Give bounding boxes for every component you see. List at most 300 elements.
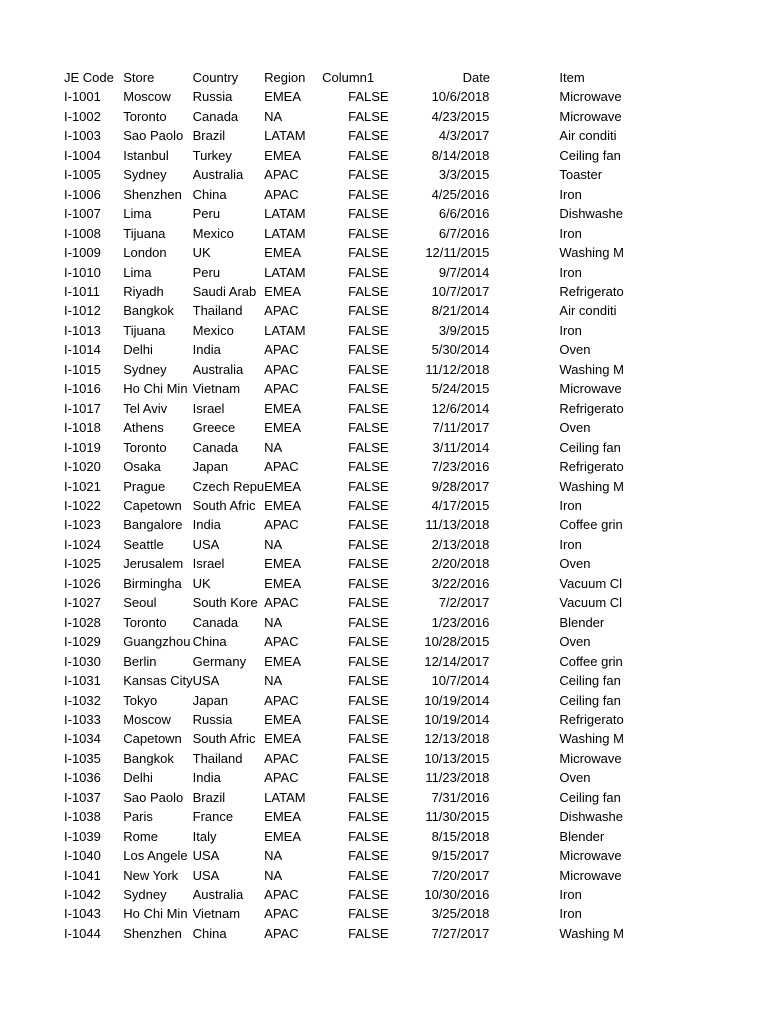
- cell-je-code[interactable]: I-1013: [64, 322, 101, 338]
- cell-item[interactable]: Microwave: [559, 108, 622, 124]
- cell-item[interactable]: Ceiling fan: [559, 673, 621, 689]
- cell-item[interactable]: Microwave: [559, 848, 622, 864]
- cell-je-code[interactable]: I-1029: [64, 634, 101, 650]
- cell-column1[interactable]: FALSE: [348, 439, 389, 455]
- cell-item[interactable]: Oven: [559, 556, 591, 572]
- cell-store[interactable]: Kansas City: [123, 673, 193, 689]
- cell-region[interactable]: EMEA: [264, 828, 302, 844]
- cell-country[interactable]: UK: [192, 575, 211, 591]
- cell-store[interactable]: Lima: [123, 264, 152, 280]
- cell-country[interactable]: USA: [192, 848, 220, 864]
- cell-item[interactable]: Refrigerato: [559, 459, 624, 475]
- cell-date[interactable]: 4/17/2015: [431, 497, 490, 513]
- cell-region[interactable]: NA: [264, 673, 283, 689]
- cell-store[interactable]: Riyadh: [123, 283, 164, 299]
- cell-je-code[interactable]: I-1037: [64, 789, 101, 805]
- cell-region[interactable]: APAC: [264, 459, 299, 475]
- cell-je-code[interactable]: I-1023: [64, 517, 101, 533]
- cell-country[interactable]: Canada: [192, 614, 239, 630]
- cell-store[interactable]: Delhi: [123, 342, 153, 358]
- cell-item[interactable]: Vacuum Cl: [559, 595, 623, 611]
- cell-store[interactable]: Capetown: [123, 731, 182, 747]
- cell-date[interactable]: 8/15/2018: [431, 828, 490, 844]
- cell-date[interactable]: 7/2/2017: [438, 595, 490, 611]
- cell-date[interactable]: 10/13/2015: [424, 750, 490, 766]
- cell-date[interactable]: 8/21/2014: [431, 303, 490, 319]
- cell-country[interactable]: India: [192, 517, 221, 533]
- cell-region[interactable]: LATAM: [264, 789, 306, 805]
- cell-region[interactable]: EMEA: [264, 575, 302, 591]
- cell-column1[interactable]: FALSE: [348, 770, 389, 786]
- cell-je-code[interactable]: I-1024: [64, 536, 101, 552]
- cell-country[interactable]: China: [192, 634, 227, 650]
- cell-date[interactable]: 7/27/2017: [431, 925, 490, 941]
- cell-date[interactable]: 10/19/2014: [424, 711, 490, 727]
- cell-store[interactable]: Shenzhen: [123, 925, 182, 941]
- cell-store[interactable]: Moscow: [123, 89, 171, 105]
- cell-region[interactable]: APAC: [264, 342, 299, 358]
- cell-column1[interactable]: FALSE: [348, 692, 389, 708]
- cell-je-code[interactable]: I-1007: [64, 206, 101, 222]
- cell-store[interactable]: Capetown: [123, 497, 182, 513]
- cell-je-code[interactable]: I-1011: [64, 283, 100, 299]
- cell-je-code[interactable]: I-1034: [64, 731, 101, 747]
- cell-country[interactable]: France: [192, 809, 234, 825]
- cell-country[interactable]: Vietnam: [192, 381, 241, 397]
- cell-column1[interactable]: FALSE: [348, 614, 389, 630]
- cell-item[interactable]: Iron: [559, 322, 582, 338]
- cell-store[interactable]: Sydney: [123, 361, 167, 377]
- cell-item[interactable]: Toaster: [559, 167, 603, 183]
- cell-je-code[interactable]: I-1028: [64, 614, 101, 630]
- cell-column1[interactable]: FALSE: [348, 887, 389, 903]
- cell-item[interactable]: Iron: [559, 906, 582, 922]
- cell-store[interactable]: Sao Paolo: [123, 128, 184, 144]
- cell-item[interactable]: Refrigerato: [559, 711, 624, 727]
- cell-region[interactable]: EMEA: [264, 89, 302, 105]
- cell-column1[interactable]: FALSE: [348, 147, 389, 163]
- cell-store[interactable]: Rome: [123, 828, 158, 844]
- header-region[interactable]: Region: [264, 70, 306, 85]
- cell-region[interactable]: APAC: [264, 303, 299, 319]
- cell-country[interactable]: South Afric: [192, 497, 256, 513]
- cell-store[interactable]: Toronto: [123, 614, 167, 630]
- cell-country[interactable]: USA: [192, 867, 220, 883]
- cell-item[interactable]: Iron: [559, 536, 582, 552]
- cell-country[interactable]: Israel: [192, 400, 225, 416]
- cell-country[interactable]: Saudi Arab: [192, 283, 257, 299]
- cell-date[interactable]: 4/3/2017: [438, 128, 490, 144]
- cell-store[interactable]: Tel Aviv: [123, 400, 168, 416]
- cell-column1[interactable]: FALSE: [348, 848, 389, 864]
- cell-country[interactable]: Turkey: [192, 147, 232, 163]
- cell-column1[interactable]: FALSE: [348, 361, 389, 377]
- cell-column1[interactable]: FALSE: [348, 245, 389, 261]
- cell-date[interactable]: 12/11/2015: [425, 245, 490, 261]
- cell-region[interactable]: LATAM: [264, 206, 306, 222]
- cell-je-code[interactable]: I-1030: [64, 653, 101, 669]
- cell-item[interactable]: Refrigerato: [559, 283, 624, 299]
- cell-date[interactable]: 3/22/2016: [431, 575, 490, 591]
- cell-column1[interactable]: FALSE: [348, 556, 389, 572]
- cell-store[interactable]: London: [123, 245, 167, 261]
- cell-date[interactable]: 2/20/2018: [431, 556, 490, 572]
- cell-store[interactable]: Sao Paolo: [123, 789, 184, 805]
- cell-je-code[interactable]: I-1005: [64, 167, 101, 183]
- cell-column1[interactable]: FALSE: [348, 264, 389, 280]
- cell-item[interactable]: Blender: [559, 828, 605, 844]
- cell-region[interactable]: EMEA: [264, 147, 302, 163]
- cell-region[interactable]: APAC: [264, 692, 299, 708]
- cell-region[interactable]: NA: [264, 614, 283, 630]
- cell-item[interactable]: Air conditi: [559, 128, 617, 144]
- cell-region[interactable]: LATAM: [264, 128, 306, 144]
- cell-region[interactable]: APAC: [264, 750, 299, 766]
- cell-je-code[interactable]: I-1044: [64, 925, 101, 941]
- cell-date[interactable]: 10/19/2014: [424, 692, 490, 708]
- cell-item[interactable]: Ceiling fan: [559, 692, 621, 708]
- cell-item[interactable]: Coffee grin: [559, 653, 623, 669]
- cell-date[interactable]: 11/23/2018: [425, 770, 490, 786]
- cell-je-code[interactable]: I-1008: [64, 225, 101, 241]
- cell-region[interactable]: APAC: [264, 770, 299, 786]
- cell-date[interactable]: 4/25/2016: [431, 186, 490, 202]
- header-column1[interactable]: Column1: [322, 70, 375, 85]
- cell-column1[interactable]: FALSE: [348, 342, 389, 358]
- cell-column1[interactable]: FALSE: [348, 867, 389, 883]
- cell-country[interactable]: Italy: [192, 828, 217, 844]
- cell-item[interactable]: Iron: [559, 225, 582, 241]
- cell-country[interactable]: China: [192, 925, 227, 941]
- cell-je-code[interactable]: I-1042: [64, 887, 101, 903]
- cell-je-code[interactable]: I-1040: [64, 848, 101, 864]
- cell-je-code[interactable]: I-1001: [64, 89, 101, 105]
- cell-item[interactable]: Microwave: [559, 89, 622, 105]
- cell-item[interactable]: Iron: [559, 497, 582, 513]
- cell-country[interactable]: Japan: [192, 692, 229, 708]
- cell-store[interactable]: Osaka: [123, 459, 161, 475]
- cell-store[interactable]: Seoul: [123, 595, 157, 611]
- cell-country[interactable]: USA: [192, 673, 220, 689]
- cell-date[interactable]: 10/6/2018: [431, 89, 490, 105]
- cell-region[interactable]: EMEA: [264, 653, 302, 669]
- cell-column1[interactable]: FALSE: [348, 303, 389, 319]
- cell-item[interactable]: Iron: [559, 264, 582, 280]
- cell-date[interactable]: 9/7/2014: [438, 264, 490, 280]
- cell-je-code[interactable]: I-1002: [64, 108, 101, 124]
- cell-region[interactable]: EMEA: [264, 731, 302, 747]
- cell-date[interactable]: 6/6/2016: [438, 206, 490, 222]
- cell-column1[interactable]: FALSE: [348, 322, 389, 338]
- cell-column1[interactable]: FALSE: [348, 283, 389, 299]
- cell-region[interactable]: EMEA: [264, 400, 302, 416]
- cell-region[interactable]: EMEA: [264, 711, 302, 727]
- cell-je-code[interactable]: I-1015: [64, 361, 101, 377]
- cell-store[interactable]: Ho Chi Min: [123, 381, 188, 397]
- cell-store[interactable]: Shenzhen: [123, 186, 182, 202]
- cell-date[interactable]: 5/30/2014: [431, 342, 490, 358]
- cell-store[interactable]: Tijuana: [123, 225, 166, 241]
- cell-column1[interactable]: FALSE: [348, 653, 389, 669]
- cell-country[interactable]: Russia: [192, 89, 233, 105]
- cell-je-code[interactable]: I-1043: [64, 906, 101, 922]
- cell-item[interactable]: Oven: [559, 634, 591, 650]
- cell-column1[interactable]: FALSE: [348, 575, 389, 591]
- cell-country[interactable]: South Kore: [192, 595, 258, 611]
- cell-date[interactable]: 10/7/2017: [431, 283, 490, 299]
- cell-country[interactable]: Vietnam: [192, 906, 241, 922]
- header-je-code[interactable]: JE Code: [64, 70, 114, 85]
- cell-item[interactable]: Washing M: [559, 925, 624, 941]
- cell-store[interactable]: Birmingha: [123, 575, 182, 591]
- cell-je-code[interactable]: I-1006: [64, 186, 101, 202]
- cell-item[interactable]: Iron: [559, 887, 582, 903]
- cell-date[interactable]: 1/23/2016: [431, 614, 490, 630]
- cell-je-code[interactable]: I-1026: [64, 575, 101, 591]
- cell-region[interactable]: APAC: [264, 186, 299, 202]
- cell-country[interactable]: Brazil: [192, 789, 226, 805]
- cell-column1[interactable]: FALSE: [348, 634, 389, 650]
- cell-store[interactable]: Prague: [123, 478, 166, 494]
- header-date[interactable]: Date: [462, 70, 491, 85]
- cell-country[interactable]: Peru: [192, 264, 221, 280]
- cell-store[interactable]: Tokyo: [123, 692, 158, 708]
- cell-store[interactable]: Paris: [123, 809, 153, 825]
- cell-region[interactable]: APAC: [264, 381, 299, 397]
- cell-date[interactable]: 11/12/2018: [425, 361, 490, 377]
- cell-country[interactable]: Thailand: [192, 750, 243, 766]
- cell-store[interactable]: Berlin: [123, 653, 157, 669]
- header-store[interactable]: Store: [123, 70, 155, 85]
- cell-store[interactable]: Toronto: [123, 439, 167, 455]
- cell-region[interactable]: EMEA: [264, 420, 302, 436]
- cell-date[interactable]: 7/23/2016: [431, 459, 490, 475]
- cell-country[interactable]: South Afric: [192, 731, 256, 747]
- cell-item[interactable]: Air conditi: [559, 303, 617, 319]
- cell-item[interactable]: Washing M: [559, 478, 624, 494]
- cell-je-code[interactable]: I-1017: [64, 400, 101, 416]
- cell-item[interactable]: Microwave: [559, 867, 622, 883]
- cell-item[interactable]: Oven: [559, 420, 591, 436]
- cell-je-code[interactable]: I-1038: [64, 809, 101, 825]
- cell-region[interactable]: LATAM: [264, 322, 306, 338]
- cell-country[interactable]: Canada: [192, 108, 239, 124]
- cell-date[interactable]: 10/7/2014: [431, 673, 490, 689]
- header-country[interactable]: Country: [192, 70, 239, 85]
- cell-region[interactable]: APAC: [264, 925, 299, 941]
- cell-date[interactable]: 12/13/2018: [424, 731, 490, 747]
- cell-je-code[interactable]: I-1003: [64, 128, 101, 144]
- cell-store[interactable]: Los Angele: [123, 848, 188, 864]
- cell-je-code[interactable]: I-1004: [64, 147, 101, 163]
- cell-column1[interactable]: FALSE: [348, 478, 389, 494]
- cell-region[interactable]: APAC: [264, 167, 299, 183]
- cell-column1[interactable]: FALSE: [348, 809, 389, 825]
- header-item[interactable]: Item: [559, 70, 585, 85]
- cell-item[interactable]: Blender: [559, 614, 605, 630]
- cell-item[interactable]: Iron: [559, 186, 582, 202]
- cell-item[interactable]: Ceiling fan: [559, 439, 621, 455]
- cell-item[interactable]: Microwave: [559, 750, 622, 766]
- cell-column1[interactable]: FALSE: [348, 381, 389, 397]
- cell-item[interactable]: Washing M: [559, 731, 624, 747]
- cell-country[interactable]: Mexico: [192, 225, 234, 241]
- cell-store[interactable]: Moscow: [123, 711, 171, 727]
- cell-item[interactable]: Refrigerato: [559, 400, 624, 416]
- cell-je-code[interactable]: I-1025: [64, 556, 101, 572]
- cell-column1[interactable]: FALSE: [348, 906, 389, 922]
- cell-store[interactable]: Ho Chi Min: [123, 906, 188, 922]
- cell-je-code[interactable]: I-1041: [64, 867, 101, 883]
- cell-store[interactable]: Bangalore: [123, 517, 183, 533]
- cell-column1[interactable]: FALSE: [348, 497, 389, 513]
- cell-date[interactable]: 5/24/2015: [431, 381, 490, 397]
- cell-region[interactable]: NA: [264, 867, 283, 883]
- cell-column1[interactable]: FALSE: [348, 536, 389, 552]
- cell-je-code[interactable]: I-1035: [64, 750, 101, 766]
- cell-item[interactable]: Ceiling fan: [559, 147, 621, 163]
- cell-item[interactable]: Coffee grin: [559, 517, 623, 533]
- cell-date[interactable]: 10/30/2016: [424, 887, 490, 903]
- cell-je-code[interactable]: I-1021: [64, 478, 101, 494]
- cell-country[interactable]: USA: [192, 536, 220, 552]
- cell-country[interactable]: India: [192, 342, 221, 358]
- cell-date[interactable]: 11/13/2018: [425, 517, 490, 533]
- cell-column1[interactable]: FALSE: [348, 186, 389, 202]
- cell-region[interactable]: NA: [264, 848, 283, 864]
- cell-country[interactable]: Japan: [192, 459, 229, 475]
- cell-date[interactable]: 7/20/2017: [431, 867, 490, 883]
- cell-country[interactable]: Greece: [192, 420, 236, 436]
- cell-store[interactable]: Athens: [123, 420, 164, 436]
- cell-store[interactable]: Sydney: [123, 887, 167, 903]
- cell-column1[interactable]: FALSE: [348, 828, 389, 844]
- cell-column1[interactable]: FALSE: [348, 711, 389, 727]
- cell-column1[interactable]: FALSE: [348, 789, 389, 805]
- cell-date[interactable]: 12/6/2014: [431, 400, 490, 416]
- cell-je-code[interactable]: I-1016: [64, 381, 101, 397]
- cell-store[interactable]: Toronto: [123, 108, 167, 124]
- cell-item[interactable]: Ceiling fan: [559, 789, 621, 805]
- cell-store[interactable]: Jerusalem: [123, 556, 184, 572]
- cell-date[interactable]: 10/28/2015: [424, 634, 490, 650]
- cell-country[interactable]: Australia: [192, 361, 244, 377]
- cell-date[interactable]: 3/3/2015: [438, 167, 490, 183]
- cell-je-code[interactable]: I-1027: [64, 595, 101, 611]
- cell-region[interactable]: APAC: [264, 595, 299, 611]
- cell-region[interactable]: APAC: [264, 361, 299, 377]
- cell-column1[interactable]: FALSE: [348, 206, 389, 222]
- cell-store[interactable]: Delhi: [123, 770, 153, 786]
- cell-country[interactable]: Canada: [192, 439, 239, 455]
- cell-date[interactable]: 2/13/2018: [431, 536, 490, 552]
- cell-country[interactable]: Russia: [192, 711, 233, 727]
- cell-date[interactable]: 7/11/2017: [432, 420, 490, 436]
- cell-item[interactable]: Microwave: [559, 381, 622, 397]
- cell-je-code[interactable]: I-1009: [64, 245, 101, 261]
- cell-store[interactable]: Guangzhou: [123, 634, 191, 650]
- cell-item[interactable]: Oven: [559, 342, 591, 358]
- cell-column1[interactable]: FALSE: [348, 400, 389, 416]
- cell-country[interactable]: Brazil: [192, 128, 226, 144]
- cell-region[interactable]: LATAM: [264, 264, 306, 280]
- cell-country[interactable]: China: [192, 186, 227, 202]
- cell-date[interactable]: 9/15/2017: [431, 848, 490, 864]
- cell-item[interactable]: Vacuum Cl: [559, 575, 623, 591]
- cell-je-code[interactable]: I-1031: [64, 673, 101, 689]
- cell-item[interactable]: Oven: [559, 770, 591, 786]
- cell-store[interactable]: Sydney: [123, 167, 167, 183]
- cell-region[interactable]: APAC: [264, 517, 299, 533]
- cell-region[interactable]: EMEA: [264, 809, 302, 825]
- cell-je-code[interactable]: I-1019: [64, 439, 101, 455]
- cell-country[interactable]: Thailand: [192, 303, 243, 319]
- cell-region[interactable]: EMEA: [264, 283, 302, 299]
- cell-column1[interactable]: FALSE: [348, 89, 389, 105]
- cell-store[interactable]: New York: [123, 867, 179, 883]
- cell-column1[interactable]: FALSE: [348, 128, 389, 144]
- cell-date[interactable]: 12/14/2017: [424, 653, 490, 669]
- cell-je-code[interactable]: I-1020: [64, 459, 101, 475]
- cell-region[interactable]: NA: [264, 536, 283, 552]
- cell-region[interactable]: EMEA: [264, 245, 302, 261]
- cell-item[interactable]: Dishwashe: [559, 206, 624, 222]
- cell-column1[interactable]: FALSE: [348, 731, 389, 747]
- cell-store[interactable]: Istanbul: [123, 147, 169, 163]
- cell-region[interactable]: APAC: [264, 634, 299, 650]
- cell-item[interactable]: Dishwashe: [559, 809, 624, 825]
- cell-item[interactable]: Washing M: [559, 245, 624, 261]
- cell-store[interactable]: Bangkok: [123, 750, 174, 766]
- cell-je-code[interactable]: I-1032: [64, 692, 101, 708]
- cell-date[interactable]: 3/25/2018: [431, 906, 490, 922]
- cell-date[interactable]: 3/11/2014: [432, 439, 490, 455]
- cell-store[interactable]: Tijuana: [123, 322, 166, 338]
- cell-region[interactable]: APAC: [264, 887, 299, 903]
- cell-je-code[interactable]: I-1033: [64, 711, 101, 727]
- cell-store[interactable]: Lima: [123, 206, 152, 222]
- cell-je-code[interactable]: I-1036: [64, 770, 101, 786]
- cell-column1[interactable]: FALSE: [348, 167, 389, 183]
- cell-country[interactable]: India: [192, 770, 221, 786]
- cell-country[interactable]: Czech Repu: [192, 478, 265, 494]
- cell-column1[interactable]: FALSE: [348, 673, 389, 689]
- cell-country[interactable]: Mexico: [192, 322, 234, 338]
- cell-country[interactable]: Australia: [192, 887, 244, 903]
- cell-date[interactable]: 4/23/2015: [431, 108, 490, 124]
- cell-region[interactable]: EMEA: [264, 497, 302, 513]
- cell-column1[interactable]: FALSE: [348, 420, 389, 436]
- cell-region[interactable]: NA: [264, 108, 283, 124]
- cell-date[interactable]: 7/31/2016: [431, 789, 490, 805]
- cell-country[interactable]: Germany: [192, 653, 247, 669]
- cell-je-code[interactable]: I-1010: [64, 264, 101, 280]
- cell-column1[interactable]: FALSE: [348, 108, 389, 124]
- cell-country[interactable]: Australia: [192, 167, 244, 183]
- cell-region[interactable]: APAC: [264, 906, 299, 922]
- cell-store[interactable]: Bangkok: [123, 303, 174, 319]
- cell-date[interactable]: 11/30/2015: [425, 809, 490, 825]
- cell-column1[interactable]: FALSE: [348, 595, 389, 611]
- cell-date[interactable]: 9/28/2017: [431, 478, 490, 494]
- cell-region[interactable]: NA: [264, 439, 283, 455]
- cell-column1[interactable]: FALSE: [348, 517, 389, 533]
- cell-region[interactable]: EMEA: [264, 556, 302, 572]
- cell-store[interactable]: Seattle: [123, 536, 164, 552]
- cell-region[interactable]: EMEA: [264, 478, 302, 494]
- cell-column1[interactable]: FALSE: [348, 459, 389, 475]
- cell-je-code[interactable]: I-1022: [64, 497, 101, 513]
